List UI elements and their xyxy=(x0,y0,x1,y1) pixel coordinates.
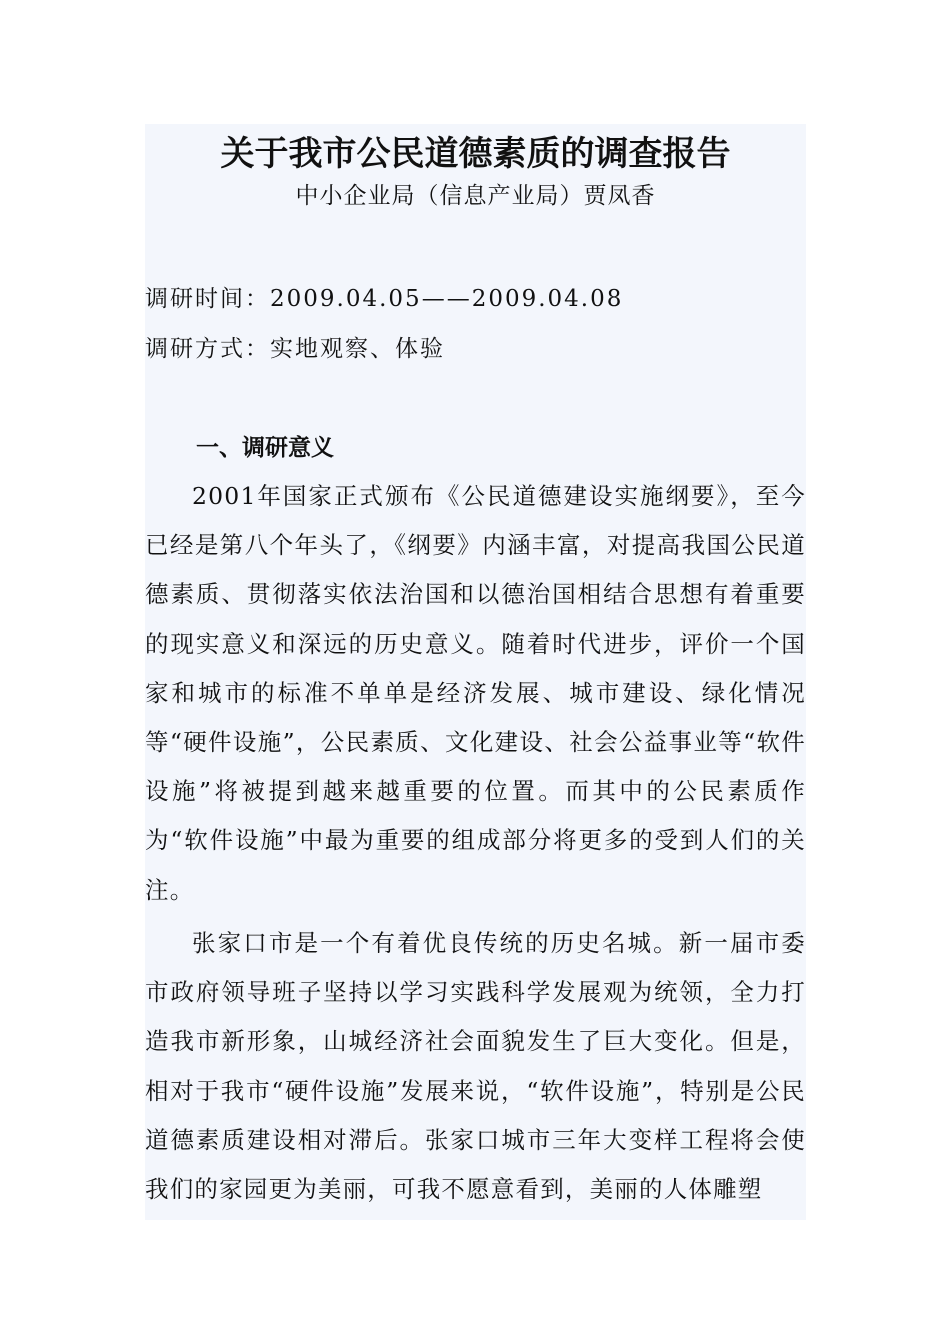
survey-time: 调研时间：2009.04.05——2009.04.08 xyxy=(145,286,624,312)
paragraph-2: 张家口市是一个有着优良传统的历史名城。新一届市委市政府领导班子坚持以学习实践科学发展观为统领，全力打造我市新形象，山城经济社会面貌发生了巨大变化。但是，相对于我市“硬件设施”发展来说，“软件设施”，特别是公民道德素质建设相对滞后。张家口城市三年大变样工程将会使我们的家园更为美丽，可我不愿意看到，美丽的人体雕塑 xyxy=(145,929,806,1204)
document-page xyxy=(145,124,806,1220)
survey-method: 调研方式：实地观察、体验 xyxy=(145,336,445,362)
document-title: 关于我市公民道德素质的调查报告 xyxy=(220,134,731,174)
section-heading: 一、调研意义 xyxy=(196,435,334,461)
author-line: 中小企业局（信息产业局）贾凤香 xyxy=(295,183,656,209)
paragraph-1: 2001年国家正式颁布《公民道德建设实施纲要》，至今已经是第八个年头了，《纲要》内涵丰富，对提高我国公民道德素质、贯彻落实依法治国和以德治国相结合思想有着重要的现实意义和深远的历史意义。随着时代进步，评价一个国家和城市的标准不单单是经济发展、城市建设、绿化情况等“硬件设施”，公民素质、文化建设、社会公益事业等“软件设施”将被提到越来越重要的位置。而其中的公民素质作为“软件设施”中最为重要的组成部分将更多的受到人们的关注。 xyxy=(145,482,806,904)
